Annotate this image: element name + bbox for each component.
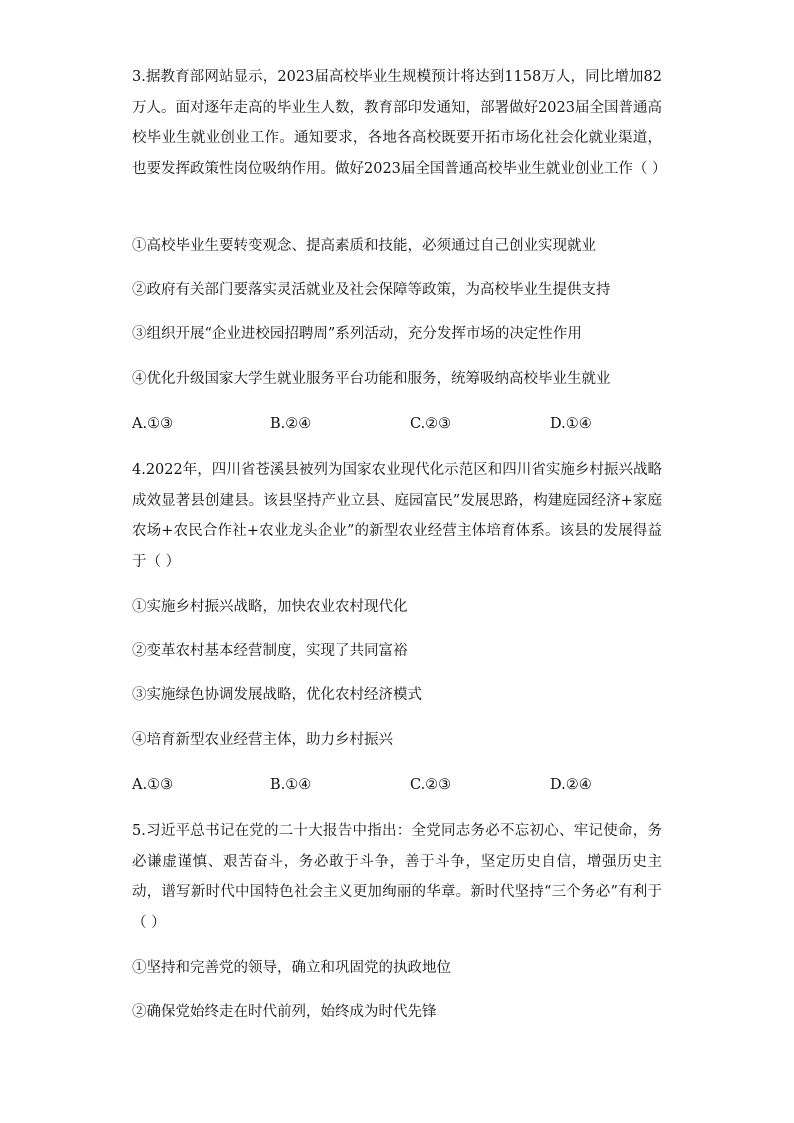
question-3-option-2: ②政府有关部门要落实灵活就业及社会保障等政策，为高校毕业生提供支持 bbox=[132, 282, 611, 298]
question-4-stem: 4.2022年，四川省苍溪县被列为国家农业现代化示范区和四川省实施乡村振兴战略成效显著县创建县。该县坚持产业立县、庭园富民”发展思路，构建庭园经济+家庭农场+农民合作社+农业龙头企业”的新型农业经营主体培育体系。该县的发展得益于（ ） bbox=[132, 462, 662, 570]
question-5-stem: 5.习近平总书记在党的二十大报告中指出：全党同志务必不忘初心、牢记使命，务必谦虚谨慎、艰苦奋斗，务必敢于斗争，善于斗争，坚定历史自信，增强历史主动，谱写新时代中国特色社会主义更加绚丽的华章。新时代坚持“三个务必”有利于（ ） bbox=[132, 823, 662, 931]
question-4-option-2: ②变革农村基本经营制度，实现了共同富裕 bbox=[132, 643, 408, 659]
question-3-option-3: ③组织开展“企业进校园招聘周”系列活动，充分发挥市场的决定性作用 bbox=[132, 326, 582, 342]
question-4-option-3: ③实施绿色协调发展战略，优化农村经济模式 bbox=[132, 687, 422, 703]
question-5-option-2: ②确保党始终走在时代前列，始终成为时代先锋 bbox=[132, 1004, 437, 1020]
question-3-stem: 3.据教育部网站显示，2023届高校毕业生规模预计将达到1158万人，同比增加82万人。面对逐年走高的毕业生人数，教育部印发通知，部署做好2023届全国普通高校毕业生就业创业工作。通知要求，各地各高校既要开拓市场化社会化就业渠道，也要发挥政策性岗位吸纳作用。做好2023届全国普通高校毕业生就业创业工作（ ） bbox=[132, 69, 667, 177]
question-3-choice-a[interactable]: A.①③ bbox=[132, 416, 174, 432]
question-3-option-1: ①高校毕业生要转变观念、提高素质和技能，必须通过自己创业实现就业 bbox=[132, 238, 596, 254]
question-4-choice-d[interactable]: D.②④ bbox=[550, 777, 592, 793]
question-4-choices bbox=[132, 775, 692, 795]
question-4-option-4: ④培育新型农业经营主体，助力乡村振兴 bbox=[132, 732, 393, 748]
question-3-choices bbox=[132, 414, 692, 434]
question-4-choice-c[interactable]: C.②③ bbox=[410, 777, 452, 793]
question-3-choice-c[interactable]: C.②③ bbox=[410, 416, 452, 432]
question-4-choice-a[interactable]: A.①③ bbox=[132, 777, 174, 793]
question-3-choice-b[interactable]: B.②④ bbox=[270, 416, 312, 432]
question-3-option-4: ④优化升级国家大学生就业服务平台功能和服务，统筹吸纳高校毕业生就业 bbox=[132, 371, 611, 387]
question-4-option-1: ①实施乡村振兴战略，加快农业农村现代化 bbox=[132, 599, 408, 615]
question-3-choice-d[interactable]: D.①④ bbox=[550, 416, 592, 432]
question-5-option-1: ①坚持和完善党的领导，确立和巩固党的执政地位 bbox=[132, 960, 451, 976]
question-4-choice-b[interactable]: B.①④ bbox=[270, 777, 312, 793]
